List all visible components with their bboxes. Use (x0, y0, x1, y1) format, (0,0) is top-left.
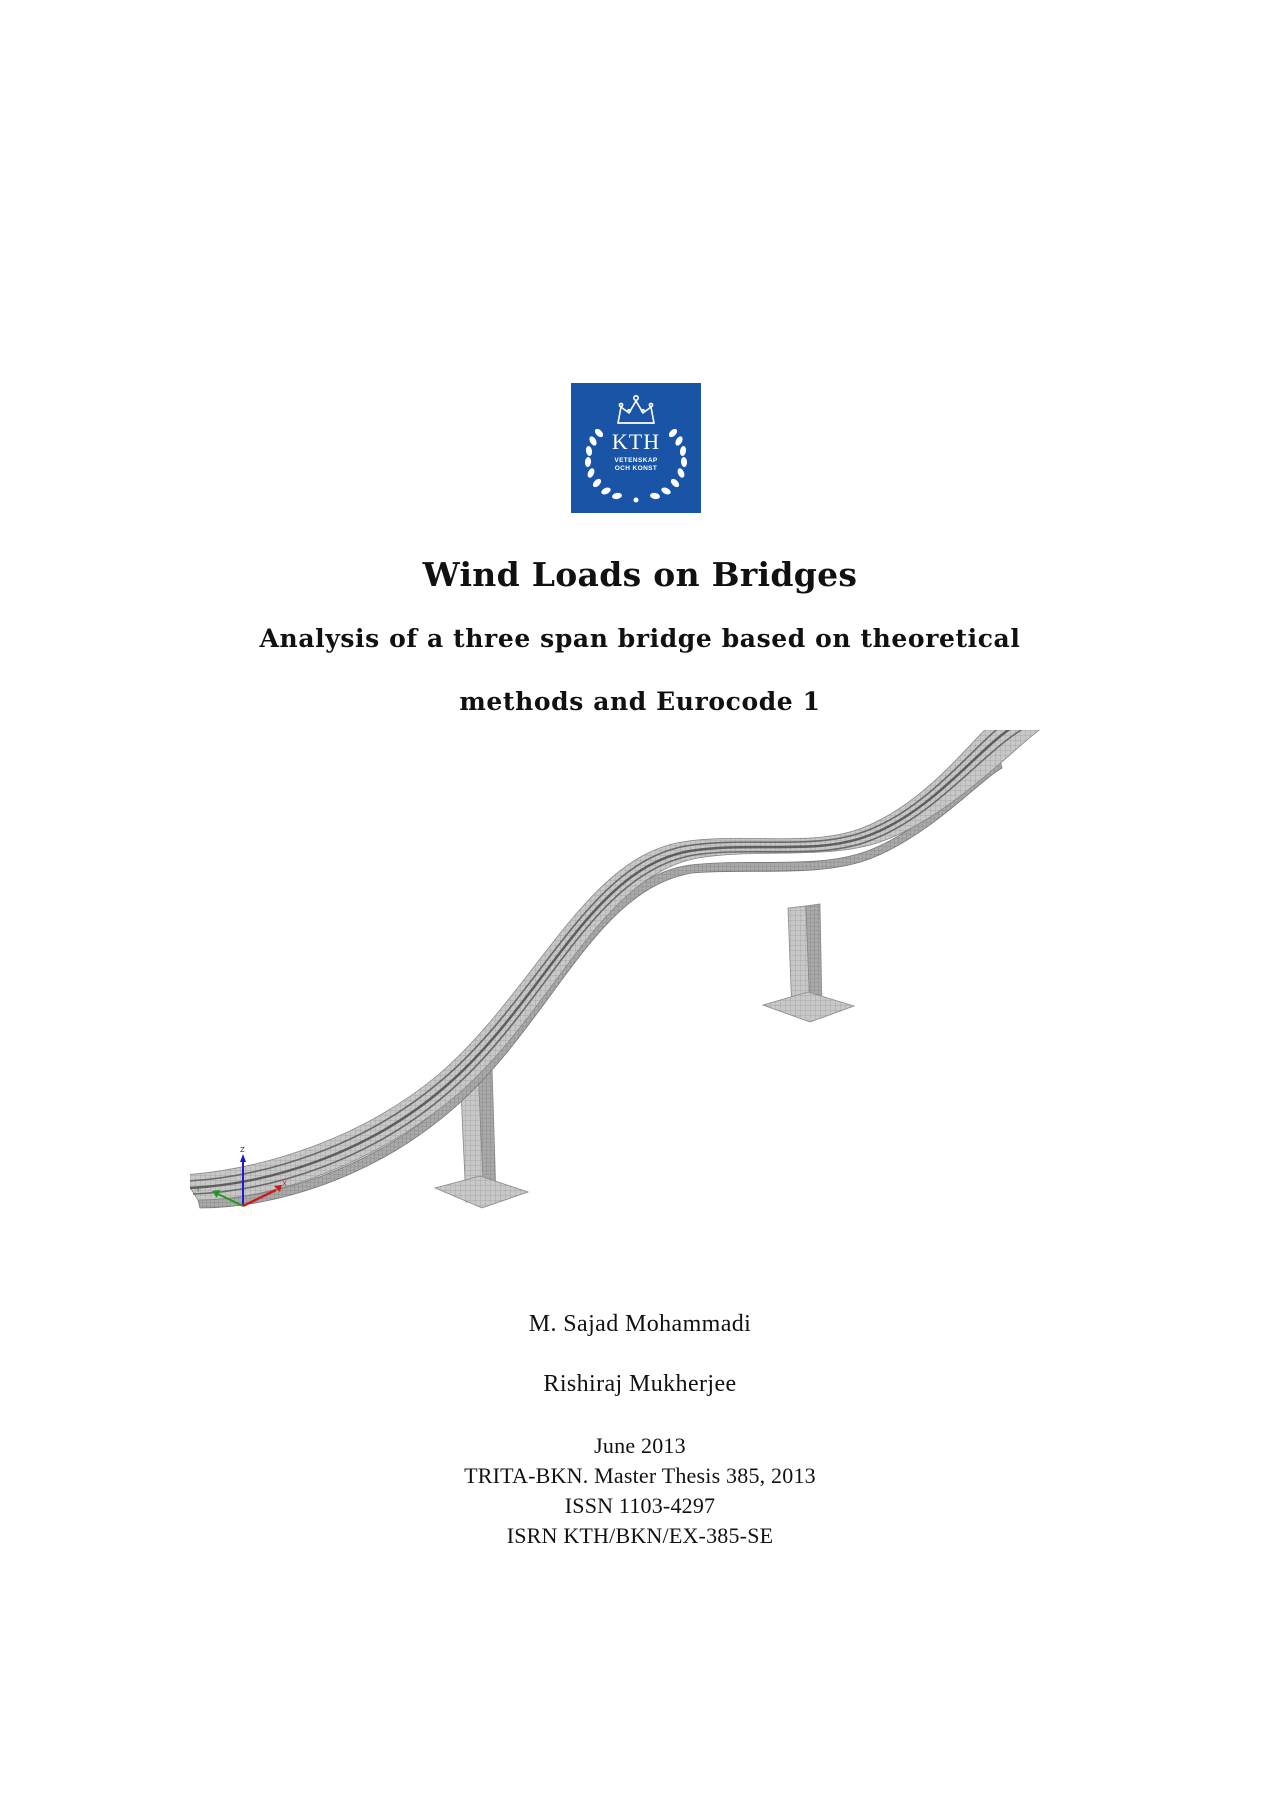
logo-subtext-1: VETENSKAP (614, 457, 658, 464)
isrn: ISRN KTH/BKN/EX-385-SE (506, 1523, 774, 1548)
logo-kth-text: KTH (611, 429, 661, 454)
kth-logo (571, 383, 701, 513)
report-number: TRITA-BKN. Master Thesis 385, 2013 (464, 1463, 816, 1488)
bridge-model-figure (190, 730, 1100, 1220)
logo-subtext-2: OCH KONST (614, 465, 658, 472)
axis-label-z: Z (240, 1146, 245, 1154)
publication-date: June 2013 (594, 1433, 686, 1458)
document-subtitle-line-1: Analysis of a three span bridge based on theoretical (259, 624, 1021, 653)
axis-label-x: X (282, 1180, 287, 1188)
pier-right (763, 904, 854, 1022)
issn: ISSN 1103-4297 (564, 1493, 716, 1518)
document-subtitle-line-2: methods and Eurocode 1 (459, 687, 821, 716)
author-name: M. Sajad Mohammadi (528, 1311, 752, 1337)
document-title: Wind Loads on Bridges (422, 555, 858, 594)
author-name: Rishiraj Mukherjee (543, 1371, 737, 1397)
bridge-deck (190, 730, 1042, 1208)
axis-label-y: Y (196, 1186, 201, 1194)
